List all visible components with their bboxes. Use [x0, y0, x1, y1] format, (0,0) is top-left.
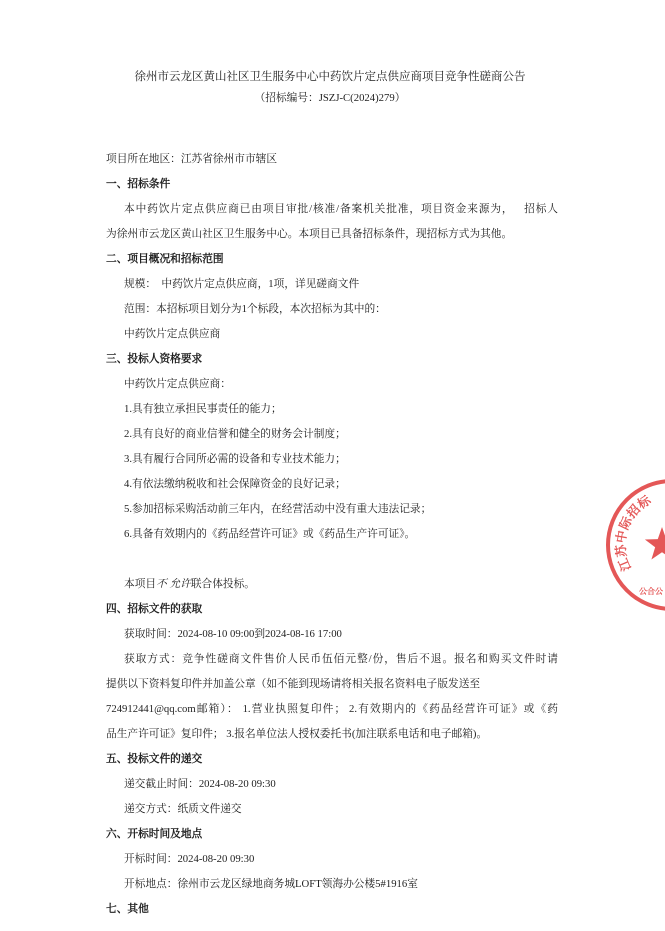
qualification-item: 3.具有履行合同所必需的设备和专业技术能力；: [124, 453, 346, 465]
tender-number: （招标编号：JSZJ-C(2024)279）: [254, 92, 406, 104]
qualification-item: 1.具有独立承担民事责任的能力；: [124, 403, 282, 415]
qualification-item: 4.有依法缴纳税收和社会保障资金的良好记录；: [124, 478, 346, 490]
qualification-intro: 中药饮片定点供应商：: [124, 378, 231, 390]
section-heading-qualifications: 三、投标人资格要求: [106, 353, 203, 365]
consortium-note-prefix: 本项目: [124, 578, 157, 590]
document-header: [0, 67, 660, 109]
seal-star-icon: [645, 527, 665, 560]
opening-location: 开标地点：徐州市云龙区绿地商务城LOFT领海办公楼5#1916室: [124, 878, 418, 890]
conditions-paragraph-line: 本中药饮片定点供应商已由项目审批/核准/备案机关批准，项目资金来源为， 招标人: [124, 203, 558, 215]
acquisition-time: 获取时间：2024-08-10 09:00到2024-08-16 17:00: [124, 628, 342, 640]
section-heading-acquisition: 四、招标文件的获取: [106, 603, 203, 615]
submission-deadline: 递交截止时间：2024-08-20 09:30: [124, 778, 276, 790]
project-scale: 规模： 中药饮片定点供应商，1项，详见磋商文件: [124, 278, 360, 290]
document-title: 徐州市云龙区黄山社区卫生服务中心中药饮片定点供应商项目竞争性磋商公告: [134, 71, 526, 83]
document-body: [106, 147, 558, 922]
seal-arc-text: [613, 492, 654, 574]
lot-name: 中药饮片定点供应商: [124, 328, 221, 340]
seal-bottom-text: 公合公: [639, 587, 663, 596]
official-seal: [596, 470, 665, 620]
qualification-item: 5.参加招标采购活动前三年内，在经营活动中没有重大违法记录；: [124, 503, 432, 515]
section-heading-conditions: 一、招标条件: [106, 178, 171, 190]
acquisition-method-line: 获取方式：竞争性磋商文件售价人民币伍佰元整/份，售后不退。报名和购买文件时请: [124, 653, 558, 665]
consortium-note-suffix: 联合体投标。: [190, 578, 255, 590]
qualification-item: 6.具备有效期内的《药品经营许可证》或《药品生产许可证》。: [124, 528, 416, 540]
section-heading-opening: 六、开标时间及地点: [106, 828, 203, 840]
acquisition-method-line: 品生产许可证》复印件； 3.报名单位法人授权委托书(加注联系电话和电子邮箱)。: [106, 728, 488, 740]
section-heading-submission: 五、投标文件的递交: [106, 753, 203, 765]
project-region: 项目所在地区：江苏省徐州市市辖区: [106, 153, 278, 165]
qualification-item: 2.具有良好的商业信誉和健全的财务会计制度；: [124, 428, 346, 440]
seal-arc-text-path: 江苏中际招标: [613, 492, 654, 574]
acquisition-method-line: 提供以下资料复印件并加盖公章（如不能到现场请将相关报名资料电子版发送至: [106, 678, 481, 690]
section-heading-other: 七、其他: [106, 903, 149, 915]
consortium-note-emphasis: 不 允许: [156, 578, 191, 590]
submission-method: 递交方式：纸质文件递交: [124, 803, 242, 815]
project-scope: 范围：本招标项目划分为1个标段，本次招标为其中的：: [124, 303, 386, 315]
section-heading-overview: 二、项目概况和招标范围: [106, 253, 224, 265]
conditions-paragraph-line: 为徐州市云龙区黄山社区卫生服务中心。本项目已具备招标条件，现招标方式为其他。: [106, 228, 513, 240]
acquisition-method-line: 724912441@qq.com邮箱）： 1.营业执照复印件； 2.有效期内的《药品经营许可证》或《药: [106, 703, 558, 715]
blank-line: [106, 547, 558, 572]
opening-time: 开标时间：2024-08-20 09:30: [124, 853, 255, 865]
consortium-note: [106, 572, 558, 597]
